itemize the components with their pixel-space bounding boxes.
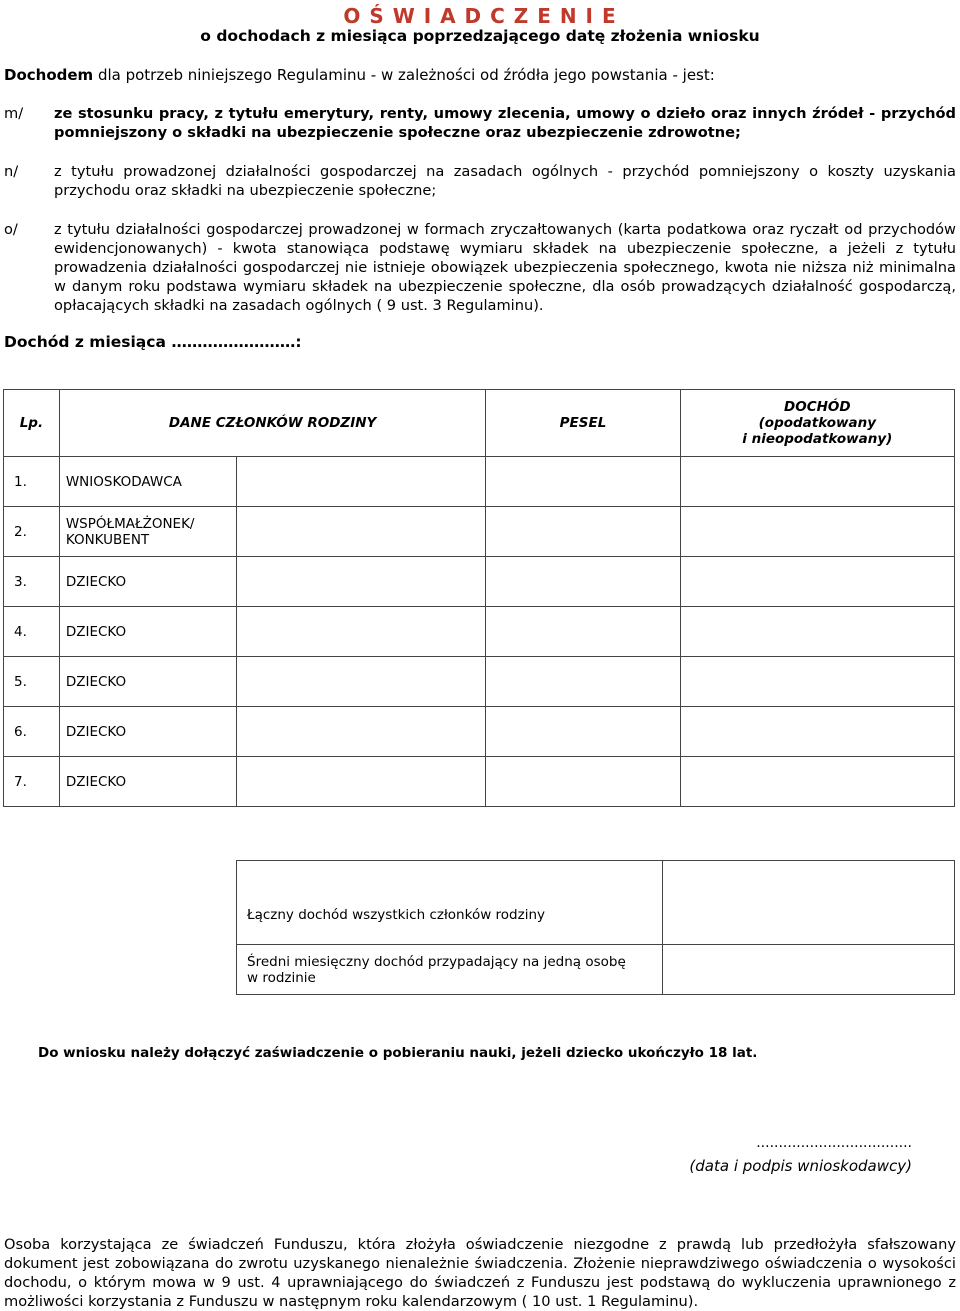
header-lp: Lp. — [4, 390, 60, 457]
average-income-label — [237, 945, 663, 995]
table-header-row — [4, 390, 955, 457]
row-pesel-cell[interactable] — [486, 607, 680, 657]
row-member-data-cell[interactable] — [236, 707, 486, 757]
income-item-n — [4, 162, 956, 200]
header-income — [680, 390, 954, 457]
average-income-label-line2: w rodzinie — [247, 969, 316, 986]
row-member-data-cell[interactable] — [236, 507, 486, 557]
table-row — [4, 757, 955, 807]
row-income-cell[interactable] — [680, 457, 954, 507]
signature-label: (data i podpis wnioskodawcy) — [689, 1157, 912, 1175]
row-lp: 7. — [4, 757, 60, 807]
summary-row-total — [237, 861, 955, 945]
row-member: DZIECKO — [59, 607, 236, 657]
item-text: ze stosunku pracy, z tytułu emerytury, renty, umowy zlecenia, umowy o dzieło oraz innych źródeł - przychód pomniejszony o składki na ubezpieczenie społeczne oraz ubezpieczenie zdrowotne; — [54, 105, 956, 141]
row-member-data-cell[interactable] — [236, 757, 486, 807]
row-lp: 6. — [4, 707, 60, 757]
document-subtitle: o dochodach z miesiąca poprzedzającego datę złożenia wniosku — [200, 27, 760, 45]
row-pesel-cell[interactable] — [486, 457, 680, 507]
total-income-label: Łączny dochód wszystkich członków rodziny — [237, 861, 663, 945]
row-income-cell[interactable] — [680, 607, 954, 657]
row-income-cell[interactable] — [680, 757, 954, 807]
header-members: DANE CZŁONKÓW RODZINY — [59, 390, 486, 457]
row-member: WNIOSKODAWCA — [59, 457, 236, 507]
table-row — [4, 607, 955, 657]
item-label: m/ — [4, 105, 24, 122]
row-income-cell[interactable] — [680, 707, 954, 757]
row-pesel-cell[interactable] — [486, 657, 680, 707]
item-text: z tytułu prowadzonej działalności gospodarczej na zasadach ogólnych - przychód pomniejszony o koszty uzyskania przychodu oraz składki na ubezpieczenie społeczne; — [54, 163, 956, 199]
row-member: DZIECKO — [59, 557, 236, 607]
row-member-data-cell[interactable] — [236, 557, 486, 607]
item-text: z tytułu działalności gospodarczej prowadzonej w formach zryczałtowanych (karta podatkowa oraz ryczałt od przychodów ewidencjonowanych) - kwota stanowiąca podstawę wymiaru składek na ubezpieczenie społeczne, a jeżeli z tytułu prowadzenia działalności gospodarczej nie istnieje obowiązek ubezpieczenia społecznego, kwota nie niższa niż minimalna w danym roku podstawa wymiaru składek na ubezpieczenie społeczne, dla osób prowadzących działalność gospodarczą, opłacających składki na zasadach ogólnych ( 9 ust. 3 Regulaminu). — [54, 221, 956, 314]
row-member-data-cell[interactable] — [236, 607, 486, 657]
row-member-data-cell[interactable] — [236, 457, 486, 507]
row-member: WSPÓŁMAŁŻONEK/ KONKUBENT — [59, 507, 236, 557]
row-lp: 5. — [4, 657, 60, 707]
average-income-label-line1: Średni miesięczny dochód przypadający na jedną osobę — [247, 953, 626, 970]
row-pesel-cell[interactable] — [486, 757, 680, 807]
row-member: DZIECKO — [59, 707, 236, 757]
table-row — [4, 457, 955, 507]
summary-row-average — [237, 945, 955, 995]
table-row — [4, 657, 955, 707]
intro-bold: Dochodem — [4, 66, 94, 84]
income-summary-table — [236, 860, 955, 995]
row-income-cell[interactable] — [680, 507, 954, 557]
document-title: O Ś W I A D C Z E N I E — [343, 4, 617, 28]
table-row — [4, 707, 955, 757]
income-month-label: Dochód z miesiąca ……………………: — [4, 333, 302, 351]
total-income-value-cell[interactable] — [663, 861, 955, 945]
legal-footer: Osoba korzystająca ze świadczeń Funduszu, która złożyła oświadczenie niezgodne z prawdą lub przedłożyła sfałszowany dokument jest zobowiązana do zwrotu uzyskanego nienależnie świadczenia. Złożenie nieprawdziwego oświadczenia o wysokości dochodu, o którym mowa w 9 ust. 4 uprawniającego do świadczeń z Funduszu jest podstawą do wykluczenia uprawnionego z możliwości korzystania z Funduszu w następnym roku kalendarzowym ( 10 ust. 1 Regulaminu). — [4, 1236, 956, 1310]
intro-rest: dla potrzeb niniejszego Regulaminu - w zależności od źródła jego powstania - jest: — [93, 66, 715, 84]
row-member: DZIECKO — [59, 757, 236, 807]
family-income-table — [3, 389, 955, 807]
item-label: n/ — [4, 163, 19, 180]
row-pesel-cell[interactable] — [486, 507, 680, 557]
header-income-line2: (opodatkowany — [758, 415, 876, 431]
header-income-line1: DOCHÓD — [784, 399, 851, 415]
header-pesel: PESEL — [486, 390, 680, 457]
row-member-data-cell[interactable] — [236, 657, 486, 707]
row-income-cell[interactable] — [680, 657, 954, 707]
row-income-cell[interactable] — [680, 557, 954, 607]
table-row — [4, 507, 955, 557]
income-item-m — [4, 104, 956, 142]
intro-text — [4, 66, 715, 84]
row-lp: 3. — [4, 557, 60, 607]
table-row — [4, 557, 955, 607]
attachment-note: Do wniosku należy dołączyć zaświadczenie o pobieraniu nauki, jeżeli dziecko ukończyło 18 lat. — [38, 1045, 758, 1061]
row-lp: 2. — [4, 507, 60, 557]
signature-line: ................................... — [756, 1135, 912, 1151]
row-member: DZIECKO — [59, 657, 236, 707]
row-pesel-cell[interactable] — [486, 557, 680, 607]
item-label: o/ — [4, 221, 18, 238]
row-lp: 1. — [4, 457, 60, 507]
header-income-line3: i nieopodatkowany) — [742, 431, 893, 447]
row-pesel-cell[interactable] — [486, 707, 680, 757]
average-income-value-cell[interactable] — [663, 945, 955, 995]
row-lp: 4. — [4, 607, 60, 657]
income-item-o — [4, 220, 956, 315]
